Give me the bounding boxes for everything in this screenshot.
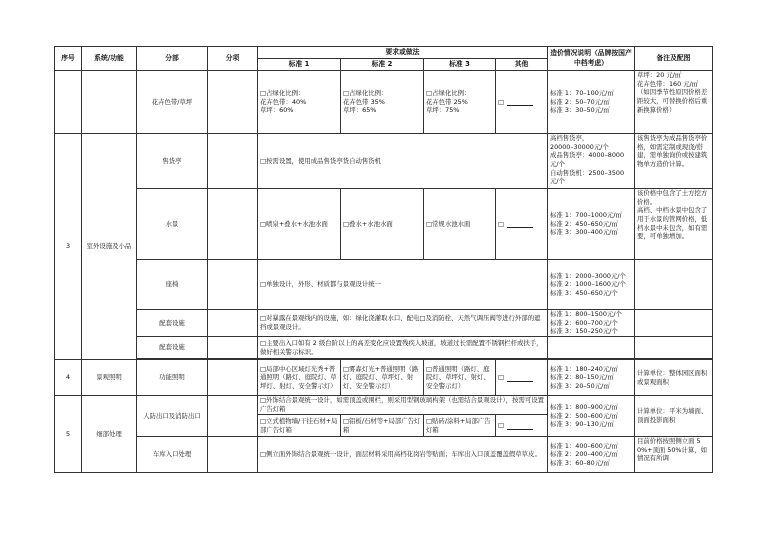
header-system: 系统/功能 xyxy=(82,47,137,71)
header-seq: 序号 xyxy=(55,47,82,71)
table-row xyxy=(55,396,713,415)
header-part: 分部 xyxy=(137,47,208,71)
standard-2-cell: □铝板/石材等+局部广告灯箱 xyxy=(341,415,424,437)
table-row xyxy=(55,360,713,396)
part-cell: 配套设施 xyxy=(137,337,208,359)
table-row xyxy=(55,337,713,359)
part-cell: 座椅 xyxy=(137,260,208,310)
other-cell: □ xyxy=(496,189,548,260)
standard-1-cell: □喷泉+叠水+水池水面 xyxy=(258,189,341,260)
seq-cell: 3 xyxy=(55,134,82,360)
other-cell: □ xyxy=(496,71,548,134)
part-cell: 水景 xyxy=(137,189,208,260)
price-cell: 标准 1：800–900元/㎡ 标准 2：500–600元/㎡ 标准 3：90–130元/㎡ xyxy=(548,396,635,437)
blank-line xyxy=(507,100,533,106)
standard-1-cell: □局部中心区域灯光秀+普通照明（路灯、庭院灯、草坪灯、射灯、安全警示灯） xyxy=(258,360,341,396)
blank-line xyxy=(507,376,533,382)
header-other: 其他 xyxy=(496,59,548,71)
part-cell: 车库入口处理 xyxy=(137,437,208,473)
note-cell: 目前价格按照侧立面 50%+顶面 50%计算，如情况有所调 xyxy=(635,437,713,473)
price-cell: 标准 1：180–240元/㎡ 标准 2：80–150元/㎡ 标准 3：20–50元/㎡ xyxy=(548,360,635,396)
note-cell: 计算单位：平米为墙面、顶面投影面积 xyxy=(635,396,713,437)
table-row xyxy=(55,189,713,260)
requirement-cell: □主要出入口如有 2 级台阶以上的高差变化应设置残疾人坡道，坡道过长需配置不锈钢栏杆或扶手，做好相关警示标识。 xyxy=(258,337,548,359)
other-cell: □ xyxy=(496,360,548,396)
standard-3-cell: □常规水池水面 xyxy=(424,189,496,260)
note-cell: 该售货亭为成品售货亭价格，如需定制或现浇/搭建，需单独询价或按建筑物单方造价计算。 xyxy=(635,134,713,189)
standard-1-cell: □立式植物墙/干挂石材+局部广告灯箱 xyxy=(258,415,341,437)
header-standard-1: 标准 1 xyxy=(258,59,341,71)
table-row xyxy=(55,71,713,134)
table-row xyxy=(55,437,713,473)
standard-3-cell: □贴砖/涂料+局部广告灯箱 xyxy=(424,415,496,437)
price-cell: 高档售货亭， 20000–30000元/个 成品售货亭：4000–8000元/个 自动售货机：2500–3500元/个 xyxy=(548,134,635,189)
standard-2-cell: □占绿化比例： 花卉色带 35% 草坪：65% xyxy=(341,71,424,134)
header-item: 分项 xyxy=(208,47,258,71)
note-cell: 该价格中包含了土方挖方价格。 高档、中档水景中包含了用于水景的管网价格，低档水景中未包含，如有需要，可单独增加。 xyxy=(635,189,713,260)
part-cell: 功能照明 xyxy=(137,360,208,396)
standard-2-cell: □叠水+水池水面 xyxy=(341,189,424,260)
standard-3-cell: □占绿化比例： 花卉色带 25% 草坪：75% xyxy=(424,71,496,134)
seq-cell: 5 xyxy=(55,396,82,473)
system-cell: 室外设施及小品 xyxy=(82,134,137,360)
price-cell: 标准 1：2000–3000元/个 标准 2：1000–1600元/个 标准 3：450–650元/个 xyxy=(548,260,635,310)
part-cell: 人防出口及消防出口 xyxy=(137,396,208,437)
price-cell: 标准 1：400–600元/㎡ 标准 2：200–400元/㎡ 标准 3：60–80元/㎡ xyxy=(548,437,635,473)
header-standard-2: 标准 2 xyxy=(341,59,424,71)
requirement-cell: □单独设计，外形、材质都与景观设计统一 xyxy=(258,260,548,310)
note-cell: 计算单位：整体园区面积或景观面积 xyxy=(635,360,713,396)
standard-2-cell: □雾森灯光+普通照明（路灯、庭院灯、草坪灯、射灯、安全警示灯） xyxy=(341,360,424,396)
standard-3-cell: □普通照明（路灯、庭院灯、草坪灯、射灯、安全警示灯） xyxy=(424,360,496,396)
note-cell: 草坪：20 元/㎡ 花卉色带：160 元/㎡（如因季节性原因价格差距较大，可替换价格后重新换算价格） xyxy=(635,71,713,134)
seq-cell: 4 xyxy=(55,360,82,396)
price-cell: 标准 1：70–100元/㎡ 标准 2：50–70元/㎡ 标准 3：30–50元/㎡ xyxy=(548,71,635,134)
requirement-cell: □外饰结合景观统一设计，如需顶盖或围栏，则采用型钢玻璃构架（也需结合景观设计），按需可设置广告灯箱 xyxy=(258,396,548,415)
blank-line xyxy=(507,222,533,228)
header-note: 备注及配图 xyxy=(635,47,713,71)
part-cell: 售货亭 xyxy=(137,134,208,189)
system-cell: 景观照明 xyxy=(82,360,137,396)
header-price: 造价情况说明（品牌按国产中档考虑） xyxy=(548,47,635,71)
part-cell: 配套设施 xyxy=(137,310,208,337)
table-row xyxy=(55,134,713,189)
price-cell: 标准 1：700–1000元/㎡ 标准 2：450–650元/㎡ 标准 3：300–400元/㎡ xyxy=(548,189,635,260)
requirement-cell: □对暴露在景观线内的设施，如：绿化浇灌取水口、配电□及消防栓、天然气调压阀等进行外部的遮挡或景观设计。 xyxy=(258,310,548,337)
blank-line xyxy=(507,424,533,430)
part-cell: 花卉色带/草坪 xyxy=(137,71,208,134)
table-row xyxy=(55,260,713,310)
header-requirements: 要求或做法 xyxy=(258,47,548,59)
other-cell: □ xyxy=(496,415,548,437)
requirement-cell: □按需设置，使用成品售货亭货自动售货机 xyxy=(258,134,548,189)
table-row xyxy=(55,310,713,337)
price-cell: 标准 1：800–1500元/个 标准 2：600–700元/个 标准 3：150–250元/个 xyxy=(548,310,635,337)
standard-1-cell: □占绿化比例： 花卉色带：40% 草坪：60% xyxy=(258,71,341,134)
requirement-cell: □侧立面外饰结合景观统一设计，面层材料采用高档花岗岩等贴面；车库出入口顶盖覆盖假草草皮。 xyxy=(258,437,548,473)
header-standard-3: 标准 3 xyxy=(424,59,496,71)
cost-standard-table xyxy=(54,46,713,473)
system-cell: 细部处理 xyxy=(82,396,137,473)
